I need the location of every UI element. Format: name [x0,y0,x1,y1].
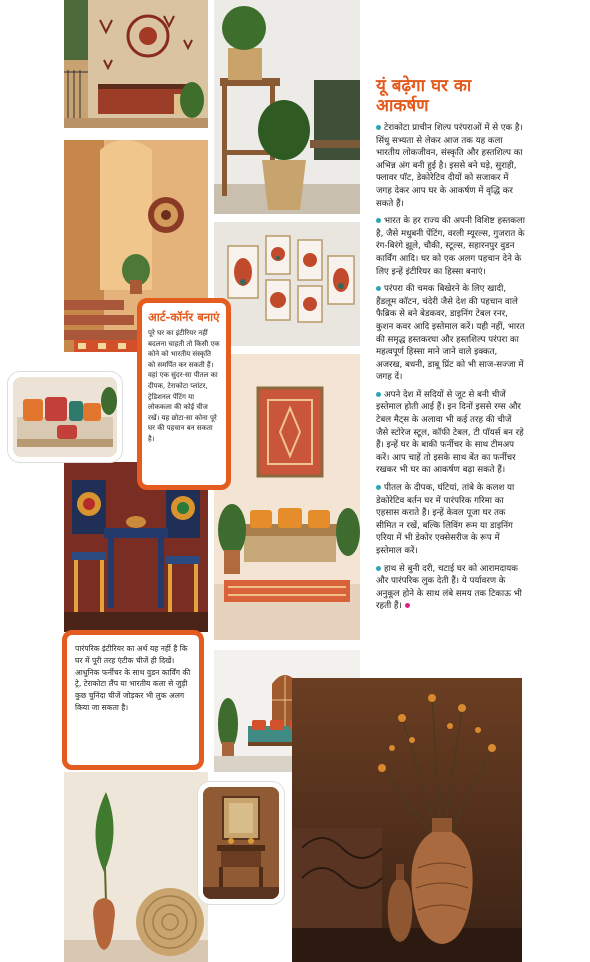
bullet-dot-icon [376,125,381,130]
photo-framed-art-gallery [214,222,360,346]
article-end-mark-icon [405,603,410,608]
article-paragraph: परंपरा की चमक बिखेरने के लिए खादी, हैंडलूम कॉटन, चंदेरी जैसे देश की पहचान वाले फैब्रिक से बने बेडकवर, डाइनिंग टेबल रनर, कुशन कवर आदि इस्तेमाल करें। यही नहीं, भारत की समृद्ध हस्तकरघा और हस्तशिल्प परंपरा का महत्वपूर्ण हिस्सा माने जाने वाले इक्कत, अजरख, बधनी, डाबू प्रिंट को भी साज-सज्जा में जगह दें। [376,284,525,383]
art-corner-title: आर्ट-कॉर्नर बनाएं [148,310,220,324]
article-paragraph: टेराकोटा प्राचीन शिल्प परंपराओं में से एक है। सिंधु सभ्यता से लेकर आज तक यह कला भारतीय लोकजीवन, संस्कृति और हस्तशिल्प का अभिन्न अंग बनी हुई है। इससे बने घड़े, सुराही, फ्लावर पॉट, डेकोरेटिव दीयों को सजाकर में जगह देकर आप घर के आकर्षण में वृद्धि कर सकते हैं। [376,123,523,209]
photo-wooden-console [203,787,279,899]
bullet-dot-icon [376,392,381,397]
article-paragraph: पीतल के दीपक, घंटियां, तांबे के कलश या डेकोरेटिव बर्तन घर में पारंपरिक गरिमा का एहसास कराते हैं। इन्हें केवल पूजा घर तक सीमित न रखें, बल्कि लिविंग रूम या डाइनिंग एरिया में भी डेकोर एक्सेसरीज के रूप में इस्तेमाल करें। [376,483,515,556]
photo-terracotta-vase-leaf [64,772,208,962]
inset-cushion-bench [8,372,122,462]
article-title: यूं बढ़ेगा घर का आकर्षण [376,76,472,116]
photo-warli-wall-balcony [64,0,208,128]
photo-terracotta-vases-dried-flowers [292,678,522,962]
art-corner-text: पूरे घर का इंटीरियर नहीं बदलना चाहती तो किसी एक कोने को भारतीय संस्कृति को समर्पित कर सकती हैं। वहां एक सुंदर-सा पीतल का दीपक, टेराकोटा प्लांटर, ट्रेडिशनल पेंटिंग या लोककला की कोई चीज रखें। यह छोटा-सा कोना पूरे घर की पहचान बन सकता है। [148,329,220,443]
article-paragraph: अपने देश में सदियों से जूट से बनी चीजें इस्तेमाल होती आई हैं। इन दिनों इससे रग्स और टेबल मैट्स के अलावा भी कई तरह की चीजें जैसे स्टोरेज स्टूल, कॉफी टेबल, टी पॉयर्स बन रहे हैं। इन्हें घर के बाकी फर्नीचर के साथ टीमअप करें। आप चाहें तो इसके साथ बेंत का फर्नीचर रखकर भी घर का आकर्षण बढ़ा सकते हैं। [376,389,524,476]
interior-note-text: पारंपरिक इंटीरियर का अर्थ यह नहीं है कि घर में पूरी तरह एंटीक चीजें ही दिखें। आधुनिक फर्नीचर के साथ वुडन कार्विंग की ट्रे, टेराकोटा लैंप या भारतीय कला से जुड़ी कुछ चुनिंदा चीजें जोड़कर भी लुक अलग किया जा सकता है। [75,644,191,712]
inset-wooden-console [198,782,284,904]
bullet-dot-icon [376,286,381,291]
bullet-dot-icon [376,218,381,223]
interior-note-callout [62,630,204,770]
bullet-dot-icon [376,566,381,571]
photo-cushion-bench [13,377,117,457]
art-corner-callout [137,298,231,490]
bullet-dot-icon [376,485,381,490]
article-paragraph: भारत के हर राज्य की अपनी विशिष्ट हस्तकला है, जैसे मधुबनी पेंटिंग, वरली म्यूरल्स, गुजरात के रंग-बिरंगे झूले, चौकी, स्टूल्स, सहारनपुर वुडन कार्विंग आदि। घर को एक अलग पहचान देने के लिए इन्हें इंटीरियर का हिस्सा बनाएं। [376,216,525,277]
photo-plants-wood-stand [214,0,360,214]
photo-sofa-wall-art [214,354,360,640]
article-column [376,76,526,618]
article-paragraph: हाथ से बुनी दरी, चटाई घर को आरामदायक और पारंपरिक लुक देती हैं। ये पर्यावरण के अनुकूल होने के साथ लंबे समय तक टिकाऊ भी रहती हैं। [376,563,522,612]
